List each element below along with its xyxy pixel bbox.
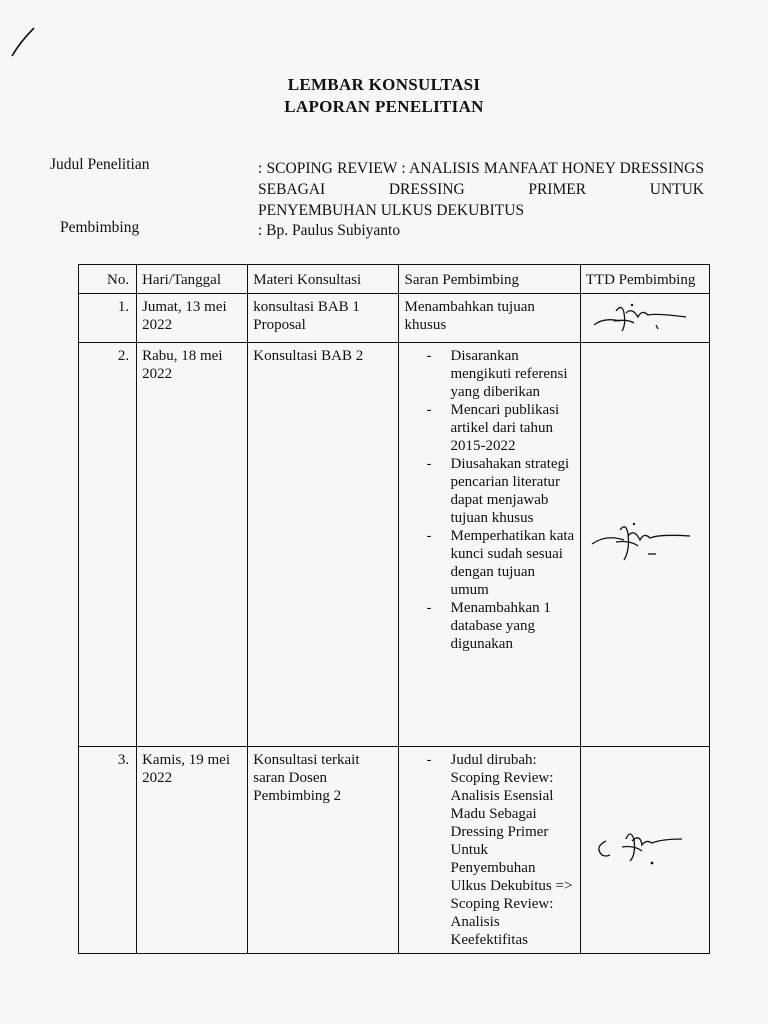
signature-image <box>586 825 696 875</box>
saran-item: - Menambahkan 1 database yang digunakan <box>426 599 574 653</box>
table-header-row <box>79 265 710 294</box>
row-signature-cell <box>580 294 709 343</box>
header-date: Hari/Tanggal <box>137 265 248 294</box>
saran-item: - Disarankan mengikuti referensi yang diberikan <box>426 347 574 401</box>
pen-stroke-mark <box>8 22 38 62</box>
title-line-2: LAPORAN PENELITIAN <box>284 97 484 116</box>
row-date: Kamis, 19 mei 2022 <box>137 747 248 954</box>
saran-item: - Memperhatikan kata kunci sudah sesuai dengan tujuan umum <box>426 527 574 599</box>
row-no: 3. <box>79 747 137 954</box>
row-materi: Konsultasi terkait saran Dosen Pembimbing 2 <box>248 747 399 954</box>
row-no: 2. <box>79 343 137 747</box>
header-saran: Saran Pembimbing <box>399 265 580 294</box>
row-signature-cell <box>580 343 709 747</box>
row-no: 1. <box>79 294 137 343</box>
signature-image <box>586 299 696 337</box>
row-saran <box>399 747 580 954</box>
title-line-1: LEMBAR KONSULTASI <box>287 75 481 94</box>
saran-list <box>404 751 574 949</box>
consultation-table <box>78 264 710 954</box>
row-saran <box>399 343 580 747</box>
table-row <box>79 294 710 343</box>
judul-value-part1: : SCOPING REVIEW : ANALISIS MANFAAT HONEY DRESSINGS SEBAGAI DRESSING PRIMER UNTUK <box>258 160 704 198</box>
row-date: Jumat, 13 mei 2022 <box>137 294 248 343</box>
table-row <box>79 343 710 747</box>
judul-value <box>258 158 704 221</box>
row-signature-cell <box>580 747 709 954</box>
pembimbing-value: : Bp. Paulus Subiyanto <box>258 222 401 239</box>
judul-label: Judul Penelitian <box>50 156 150 173</box>
row-materi: Konsultasi BAB 2 <box>248 343 399 747</box>
header-materi: Materi Konsultasi <box>248 265 399 294</box>
saran-item: - Judul dirubah: Scoping Review: Analisis Esensial Madu Sebagai Dressing Primer Untuk Penyembuhan Ulkus Dekubitus => Scoping Review: Analisis Keefektifitas <box>426 751 574 949</box>
row-saran: Menambahkan tujuan khusus <box>399 294 580 343</box>
saran-list <box>404 347 574 653</box>
signature-image <box>586 520 696 570</box>
row-materi: konsultasi BAB 1 Proposal <box>248 294 399 343</box>
saran-item: - Mencari publikasi artikel dari tahun 2015-2022 <box>426 401 574 455</box>
saran-item: - Diusahakan strategi pencarian literatur dapat menjawab tujuan khusus <box>426 455 574 527</box>
table-row <box>79 747 710 954</box>
row-date: Rabu, 18 mei 2022 <box>137 343 248 747</box>
pembimbing-label: Pembimbing <box>60 219 140 236</box>
document-title <box>0 74 768 118</box>
judul-value-part2: PENYEMBUHAN ULKUS DEKUBITUS <box>258 202 525 219</box>
header-no: No. <box>79 265 137 294</box>
header-ttd: TTD Pembimbing <box>580 265 709 294</box>
